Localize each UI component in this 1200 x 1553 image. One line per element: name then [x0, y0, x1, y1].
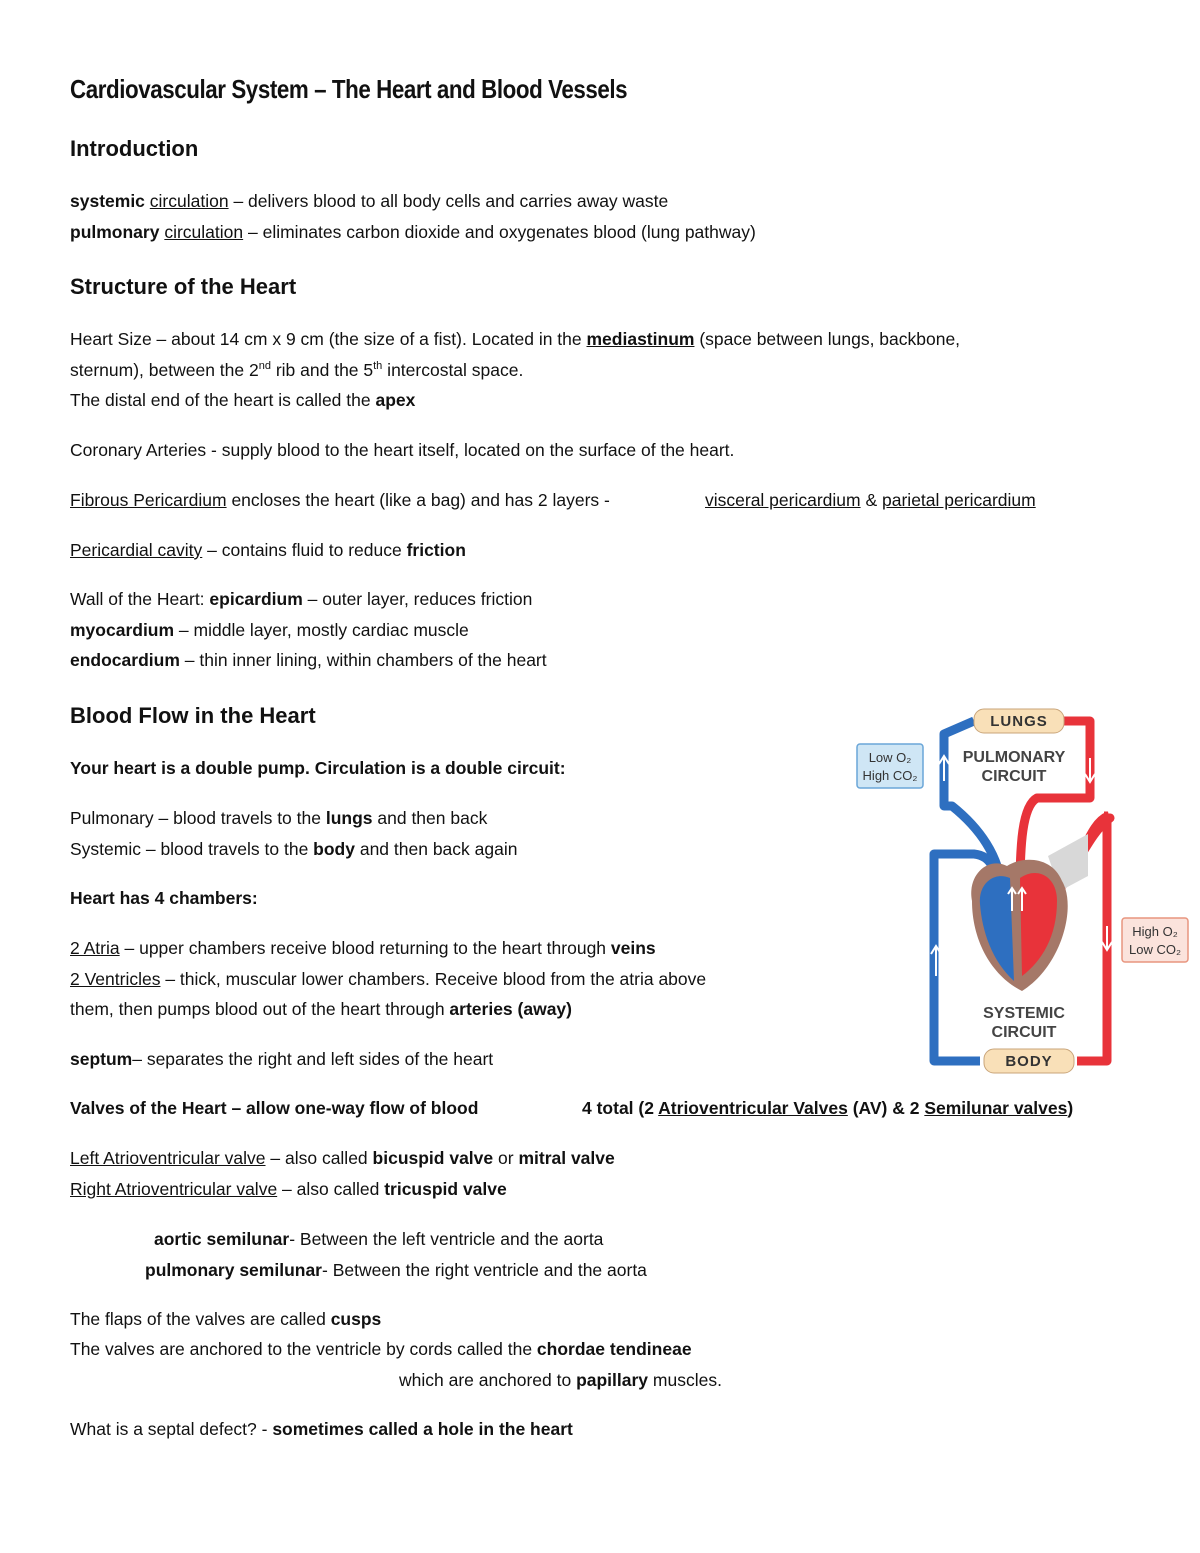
septum-line: septum– separates the right and left sides of the heart [70, 1049, 494, 1069]
fibrous-pericardium-line: Fibrous Pericardium encloses the heart (like a bag) and has 2 layers - [70, 490, 610, 510]
pulmonary-semilunar-line: pulmonary semilunar- Between the right ventricle and the aorta [145, 1260, 647, 1280]
circulation-diagram [852, 706, 1192, 1080]
papillary-line: which are anchored to papillary muscles. [399, 1370, 722, 1390]
valves-total: 4 total (2 Atrioventricular Valves (AV) & 2 Semilunar valves) [582, 1098, 1074, 1118]
pulmonary-circuit-label-1: PULMONARY [962, 749, 1066, 766]
heading-structure: Structure of the Heart [70, 274, 297, 299]
pulmonary-circulation-line: pulmonary circulation – eliminates carbon dioxide and oxygenates blood (lung pathway) [70, 222, 756, 242]
myocardium-line: myocardium – middle layer, mostly cardiac muscle [70, 620, 469, 640]
atria-line: 2 Atria – upper chambers receive blood returning to the heart through veins [70, 938, 656, 958]
heading-introduction: Introduction [70, 136, 199, 161]
systemic-flow-line: Systemic – blood travels to the body and then back again [70, 839, 518, 859]
pulmonary-flow-line: Pulmonary – blood travels to the lungs and then back [70, 808, 488, 828]
systemic-circuit-label-2: CIRCUIT [991, 1024, 1057, 1041]
pulmonary-circuit-label-2: CIRCUIT [981, 768, 1047, 785]
low-o2-label: Low O₂ [868, 750, 912, 765]
ventricles-line: 2 Ventricles – thick, muscular lower chambers. Receive blood from the atria above [70, 969, 707, 989]
page-title: Cardiovascular System – The Heart and Blood Vessels [70, 74, 628, 104]
septal-defect-line: What is a septal defect? - sometimes called a hole in the heart [70, 1419, 573, 1439]
body-label: BODY [1005, 1053, 1053, 1070]
pericardium-layers: visceral pericardium & parietal pericardium [705, 490, 1036, 510]
heading-blood-flow: Blood Flow in the Heart [70, 703, 316, 728]
double-pump-line: Your heart is a double pump. Circulation is a double circuit: [70, 758, 566, 778]
left-av-line: Left Atrioventricular valve – also called bicuspid valve or mitral valve [70, 1148, 615, 1168]
cusps-line: The flaps of the valves are called cusps [70, 1309, 382, 1329]
endocardium-line: endocardium – thin inner lining, within chambers of the heart [70, 650, 547, 670]
wall-epicardium-line: Wall of the Heart: epicardium – outer layer, reduces friction [70, 589, 533, 609]
low-co2-label: Low CO₂ [1128, 942, 1182, 957]
systemic-circuit-label-1: SYSTEMIC [983, 1005, 1065, 1022]
pericardial-cavity-line: Pericardial cavity – contains fluid to reduce friction [70, 540, 466, 560]
systemic-circulation-line: systemic circulation – delivers blood to all body cells and carries away waste [70, 191, 669, 211]
right-av-line: Right Atrioventricular valve – also called tricuspid valve [70, 1179, 507, 1199]
ventricles-line-2: them, then pumps blood out of the heart through arteries (away) [70, 999, 572, 1019]
valves-line: Valves of the Heart – allow one-way flow of blood [70, 1098, 479, 1118]
apex-line: The distal end of the heart is called the apex [70, 390, 416, 410]
chambers-line: Heart has 4 chambers: [70, 888, 258, 908]
heart-size-line: Heart Size – about 14 cm x 9 cm (the size of a fist). Located in the mediastinum (space between lungs, backbone, [70, 329, 961, 349]
high-o2-label: High O₂ [1132, 924, 1178, 939]
aortic-semilunar-line: aortic semilunar- Between the left ventricle and the aorta [154, 1229, 604, 1249]
high-co2-label: High CO₂ [862, 768, 918, 783]
coronary-line: Coronary Arteries - supply blood to the heart itself, located on the surface of the heart. [70, 440, 735, 460]
chordae-line: The valves are anchored to the ventricle by cords called the chordae tendineae [70, 1339, 692, 1359]
heart-location-line: sternum), between the 2nd rib and the 5th intercostal space. [70, 360, 524, 380]
lungs-label: LUNGS [990, 713, 1048, 730]
